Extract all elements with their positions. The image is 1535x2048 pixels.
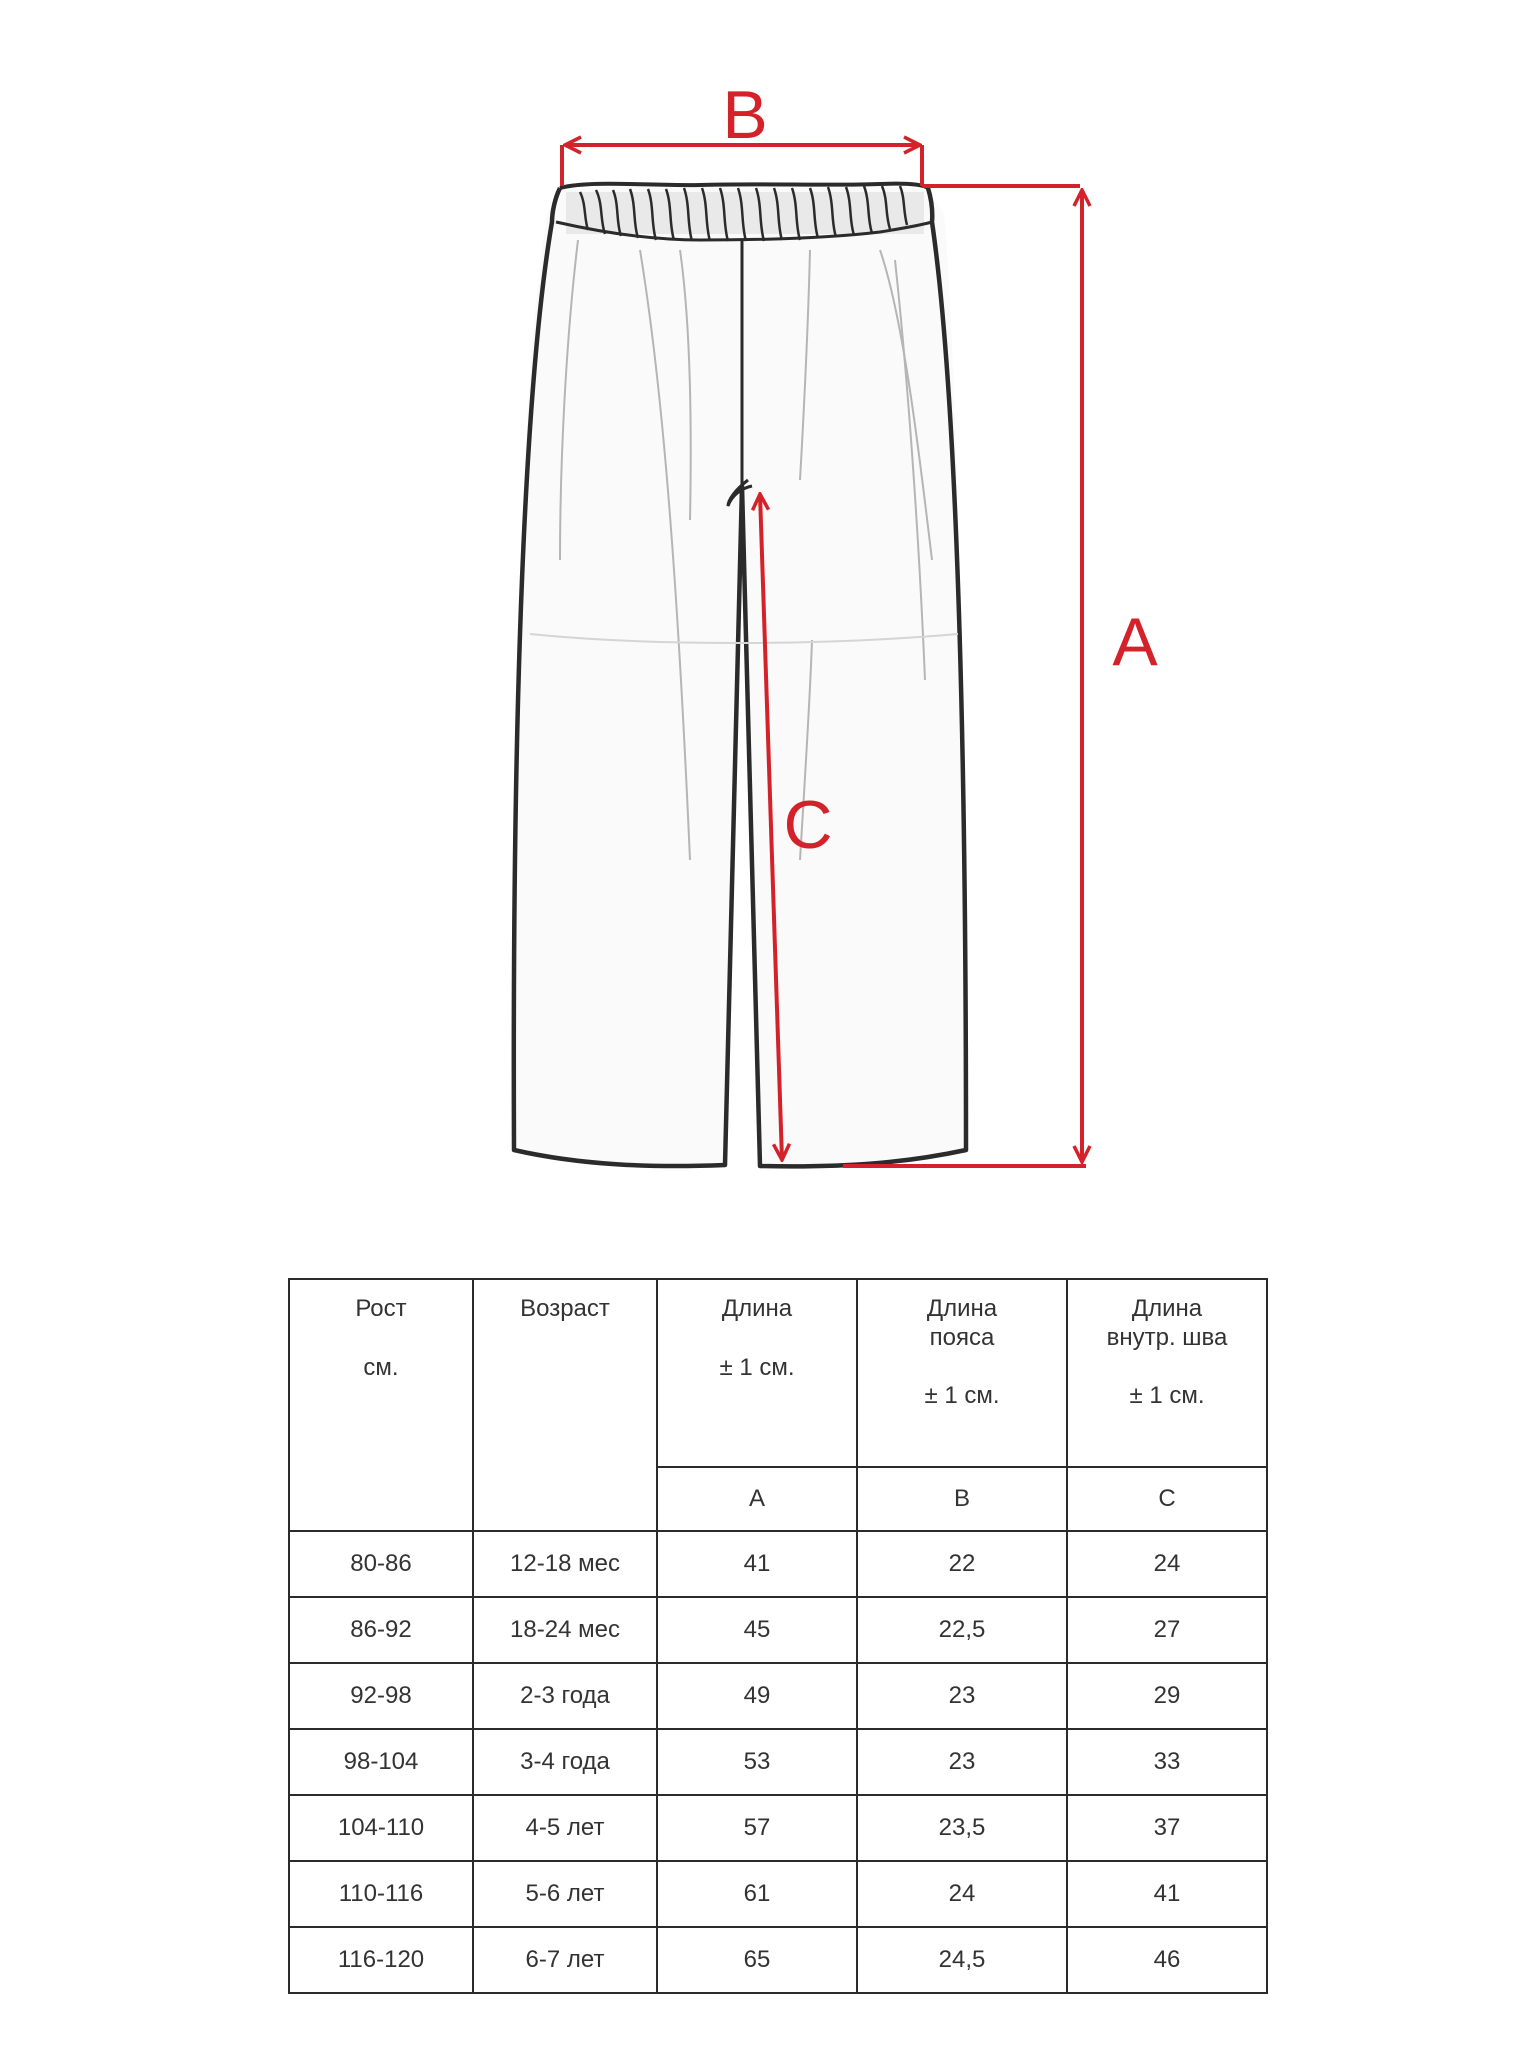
waist-cell: 23 (857, 1663, 1067, 1729)
inseam-cell: 33 (1067, 1729, 1267, 1795)
header-height-title: Рост (355, 1295, 407, 1322)
label-c: C (783, 787, 833, 863)
waist-cell: 22 (857, 1531, 1067, 1597)
length-cell: 41 (657, 1531, 857, 1597)
inseam-cell: 29 (1067, 1663, 1267, 1729)
header-inseam (1067, 1279, 1267, 1467)
length-cell: 57 (657, 1795, 857, 1861)
height-cell: 98-104 (289, 1729, 473, 1795)
header-waist (857, 1279, 1067, 1467)
header-length-title: Длина (721, 1295, 793, 1322)
age-cell: 18-24 мес (473, 1597, 657, 1663)
age-cell: 4-5 лет (473, 1795, 657, 1861)
table-row (289, 1927, 1267, 1993)
letter-b: B (857, 1467, 1067, 1531)
size-table (288, 1278, 1268, 1994)
length-cell: 65 (657, 1927, 857, 1993)
length-cell: 49 (657, 1663, 857, 1729)
height-cell: 116-120 (289, 1927, 473, 1993)
table-row (289, 1729, 1267, 1795)
dimension-b (562, 77, 922, 186)
waist-cell: 24,5 (857, 1927, 1067, 1993)
age-cell: 2-3 года (473, 1663, 657, 1729)
letter-a: A (657, 1467, 857, 1531)
height-cell: 80-86 (289, 1531, 473, 1597)
header-age-title: Возраст (520, 1295, 610, 1322)
header-row (289, 1279, 1267, 1467)
letter-c: C (1067, 1467, 1267, 1531)
table-row (289, 1531, 1267, 1597)
inseam-cell: 37 (1067, 1795, 1267, 1861)
table-row (289, 1597, 1267, 1663)
waist-cell: 22,5 (857, 1597, 1067, 1663)
age-cell: 12-18 мес (473, 1531, 657, 1597)
inseam-cell: 41 (1067, 1861, 1267, 1927)
age-cell: 5-6 лет (473, 1861, 657, 1927)
header-inseam-title: Длина (1131, 1295, 1203, 1322)
table-row (289, 1861, 1267, 1927)
header-length-tolerance: ± 1 см. (719, 1354, 795, 1381)
waist-cell: 23,5 (857, 1795, 1067, 1861)
waist-cell: 24 (857, 1861, 1067, 1927)
header-height (289, 1279, 473, 1531)
header-waist-tolerance: ± 1 см. (924, 1382, 1000, 1409)
age-cell: 3-4 года (473, 1729, 657, 1795)
length-cell: 45 (657, 1597, 857, 1663)
size-rows (289, 1531, 1267, 1993)
length-cell: 61 (657, 1861, 857, 1927)
table-row (289, 1795, 1267, 1861)
length-cell: 53 (657, 1729, 857, 1795)
header-waist-subtitle: пояса (929, 1324, 995, 1351)
waist-cell: 23 (857, 1729, 1067, 1795)
inseam-cell: 27 (1067, 1597, 1267, 1663)
pants-illustration (514, 184, 966, 1168)
label-b: B (722, 77, 768, 153)
height-cell: 86-92 (289, 1597, 473, 1663)
height-cell: 104-110 (289, 1795, 473, 1861)
header-length (657, 1279, 857, 1467)
inseam-cell: 46 (1067, 1927, 1267, 1993)
header-age (473, 1279, 657, 1531)
height-cell: 110-116 (289, 1861, 473, 1927)
header-inseam-tolerance: ± 1 см. (1129, 1382, 1205, 1409)
label-a: A (1112, 604, 1158, 680)
height-cell: 92-98 (289, 1663, 473, 1729)
header-inseam-subtitle: внутр. шва (1106, 1324, 1228, 1351)
inseam-cell: 24 (1067, 1531, 1267, 1597)
header-waist-title: Длина (926, 1295, 998, 1322)
table-row (289, 1663, 1267, 1729)
age-cell: 6-7 лет (473, 1927, 657, 1993)
header-height-unit: см. (363, 1354, 399, 1381)
